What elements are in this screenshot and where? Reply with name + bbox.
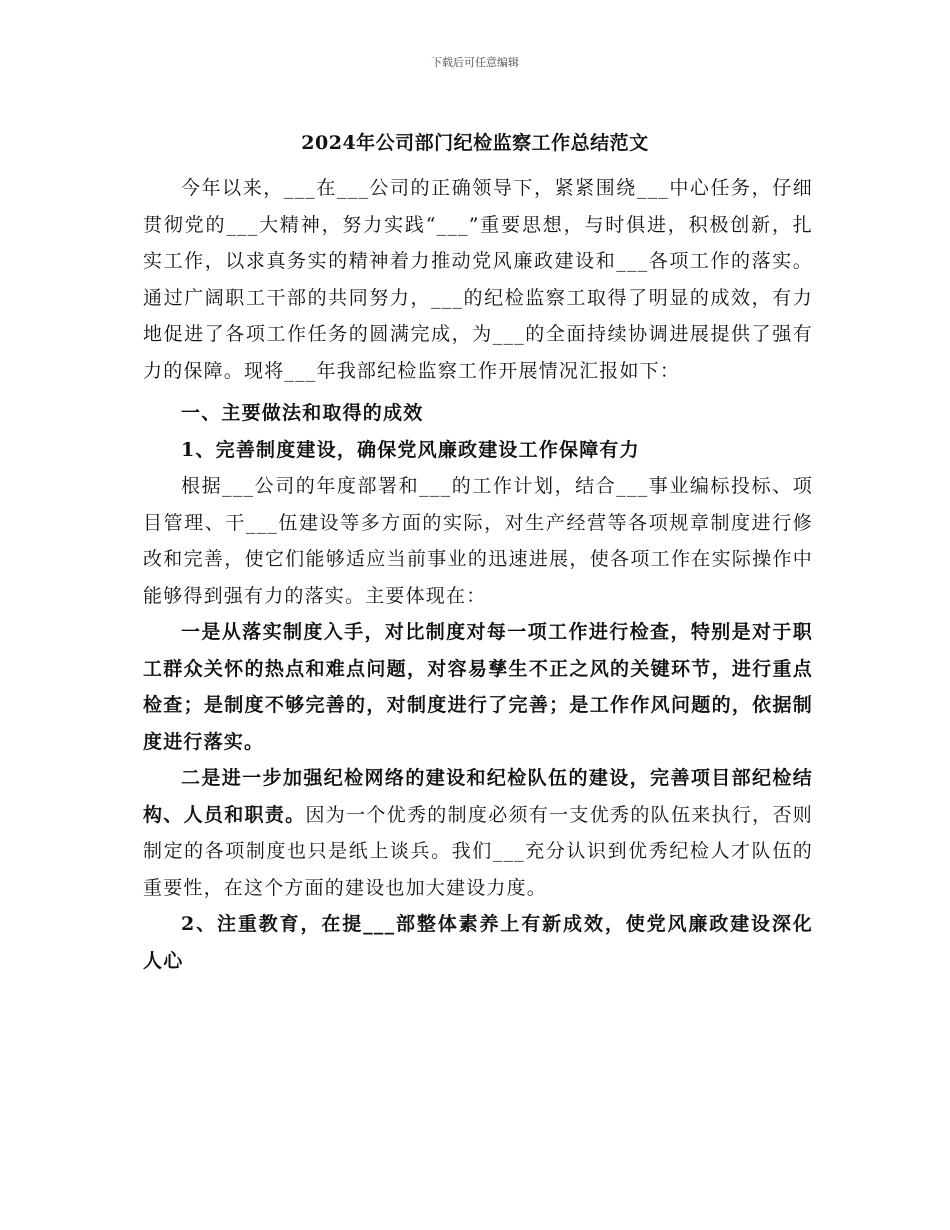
document-body bbox=[143, 170, 813, 979]
first-point-paragraph: 一是从落实制度入手，对比制度对每一项工作进行检查，特别是对于职工群众关怀的热点和难点问题，对容易孳生不正之风的关键环节，进行重点检查；是制度不够完善的，对制度进行了完善；是工作作风问题的，依据制度进行落实。 bbox=[143, 621, 813, 753]
second-point-bold: 二是进一步加强纪检网络的建设和纪检队伍的建设，完善项目部纪检结构、人员和职责。 bbox=[143, 767, 813, 826]
document-title: 2024年公司部门纪检监察工作总结范文 bbox=[301, 132, 649, 154]
subsection-heading-1-1: 1、完善制度建设，确保党风廉政建设工作保障有力 bbox=[181, 438, 640, 461]
section-heading-1: 一、主要做法和取得的成效 bbox=[181, 402, 424, 424]
subsection-heading-1-2: 2、注重教育，在提___部整体素养上有新成效，使党风廉政建设深化人心 bbox=[143, 913, 813, 972]
page-header: 下载后可任意编辑 bbox=[431, 56, 519, 69]
second-point-paragraph bbox=[143, 760, 813, 906]
basis-paragraph: 根据___公司的年度部署和___的工作计划，结合___事业编标投标、项目管理、干___伍建设等多方面的实际，对生产经营等各项规章制度进行修改和完善，使它们能够适应当前事业的迅速进展，使各项工作在实际操作中能够得到强有力的落实。主要体现在： bbox=[143, 475, 813, 607]
second-point-rest: 因为一个优秀的制度必须有一支优秀的队伍来执行，否则制定的各项制度也只是纸上谈兵。我们___充分认识到优秀纪检人才队伍的重要性，在这个方面的建设也加大建设力度。 bbox=[143, 803, 813, 899]
intro-paragraph: 今年以来，___在___公司的正确领导下，紧紧围绕___中心任务，仔细贯彻党的___大精神，努力实践“___”重要思想，与时俱进，积极创新，扎实工作，以求真务实的精神着力推动党风廉政建设和___各项工作的落实。通过广阔职工干部的共同努力，___的纪检监察工取得了明显的成效，有力地促进了各项工作任务的圆满完成，为___的全面持续协调进展提供了强有力的保障。现将___年我部纪检监察工作开展情况汇报如下： bbox=[143, 177, 813, 382]
